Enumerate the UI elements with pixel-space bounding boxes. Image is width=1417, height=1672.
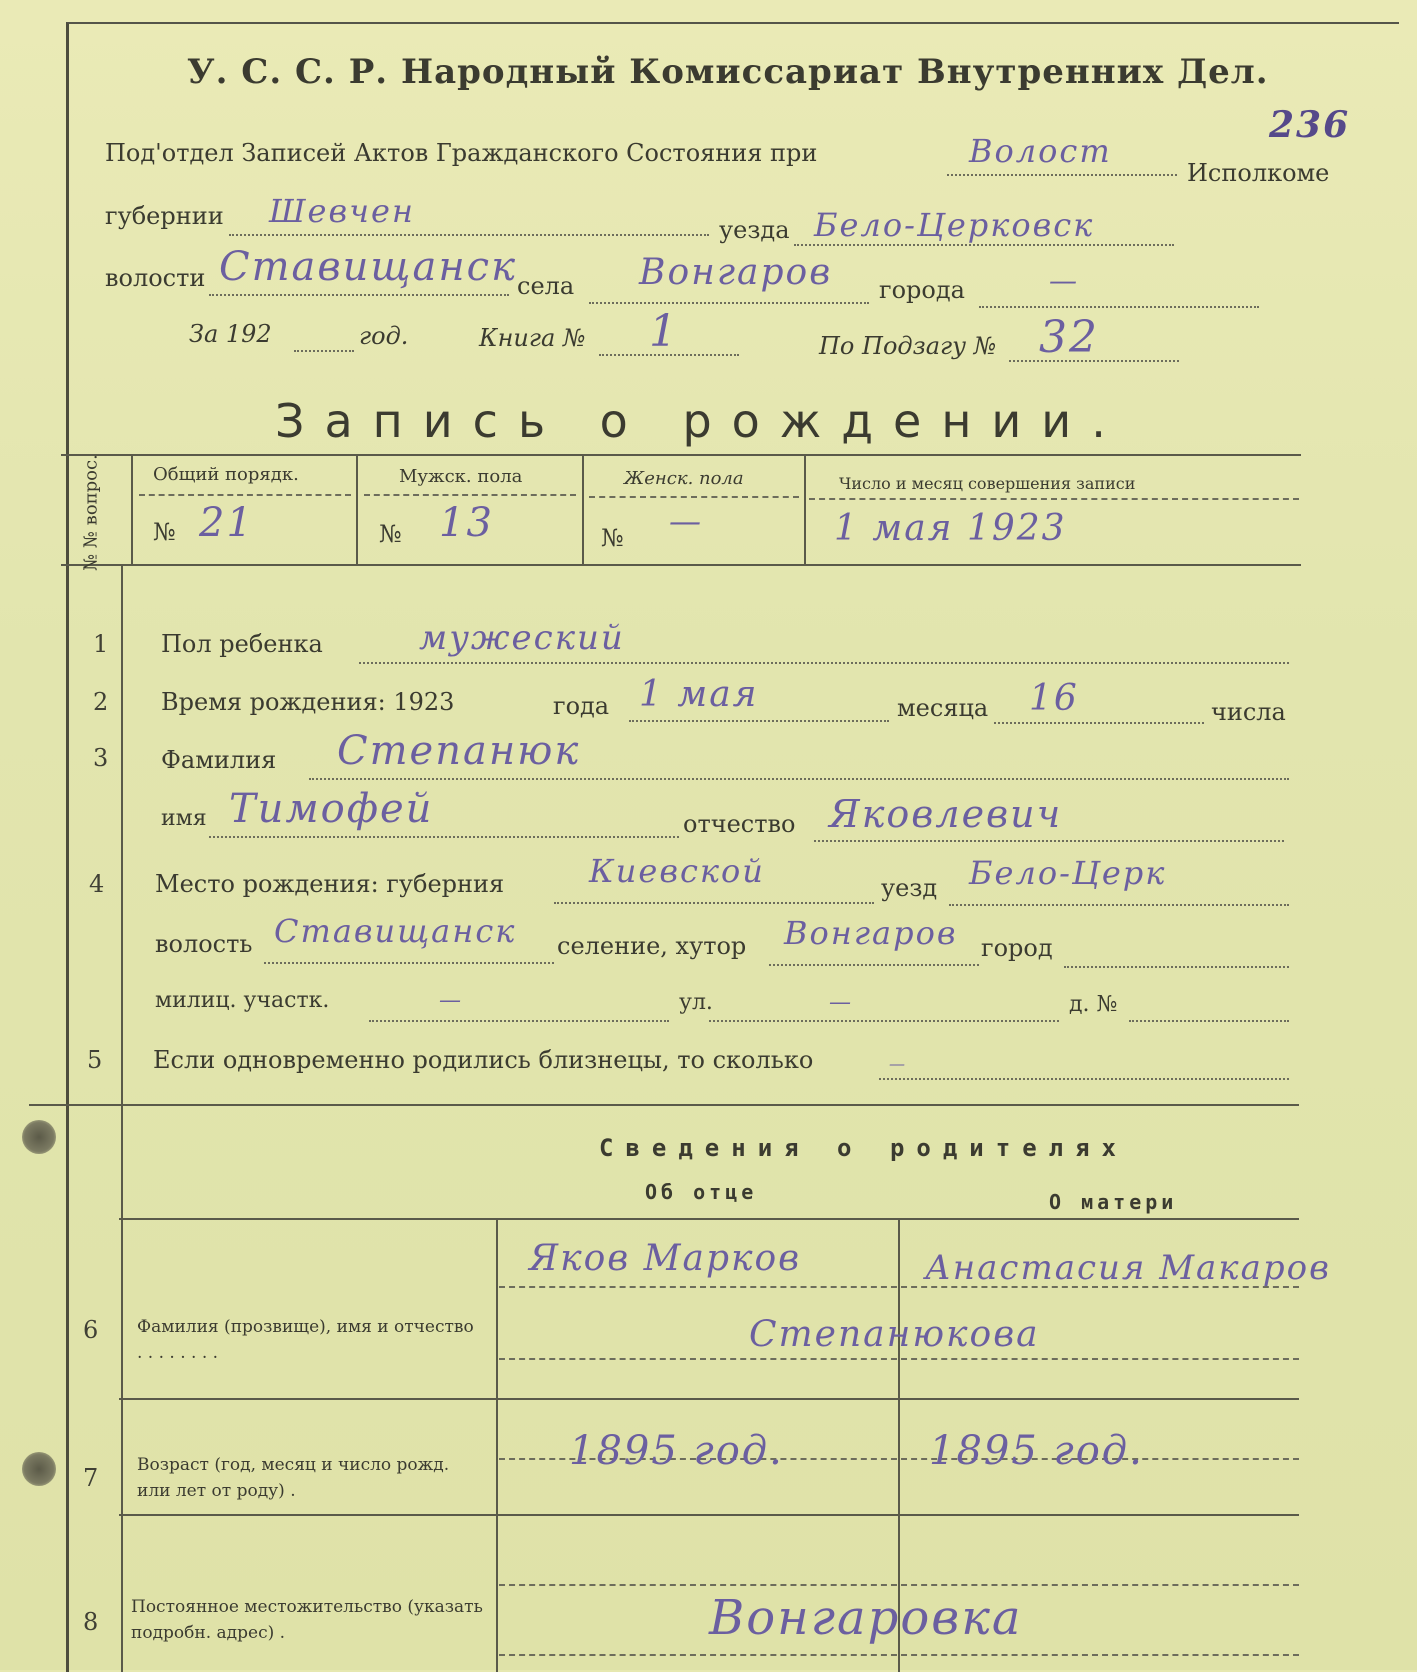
street-label: ул.: [679, 990, 713, 1015]
given-name-value: Тимофей: [229, 786, 434, 832]
question-number-header: № № вопрос.: [80, 454, 102, 571]
surname-value: Степанюк: [337, 728, 581, 774]
question-number-2: 2: [93, 688, 109, 716]
selo-label: села: [517, 272, 575, 300]
fio-label: Фамилия (прозвище), имя и отчество . . . . . . . .: [137, 1317, 474, 1363]
surname-label: Фамилия: [161, 746, 277, 774]
ispolkom-label: Исполкоме: [1187, 159, 1330, 187]
selo-value: Вонгаров: [639, 252, 833, 293]
col-female-value: —: [669, 502, 703, 540]
birth-month-value: 1 мая: [639, 674, 759, 715]
child-sex-label: Пол ребенка: [161, 630, 323, 658]
twins-value: —: [889, 1054, 907, 1073]
residence-value: Вонгаровка: [709, 1590, 1023, 1646]
uezd-value: Бело-Церковск: [814, 206, 1095, 244]
question-number-5: 5: [87, 1046, 103, 1074]
question-number-6: 6: [83, 1316, 99, 1344]
year-label: За 192: [189, 320, 272, 348]
question-number-7: 7: [83, 1464, 99, 1492]
col-date-header: Число и месяц совершения записи: [839, 474, 1136, 493]
col-male-value: 13: [439, 500, 494, 546]
question-number-1: 1: [93, 630, 109, 658]
podzag-label: По Подзагу №: [819, 332, 997, 360]
birth-day-label: числа: [1211, 698, 1286, 726]
question-number-4: 4: [89, 870, 105, 898]
birthplace-uezd-value: Бело-Церк: [969, 854, 1167, 892]
gubernia-label: губернии: [105, 202, 224, 230]
col-total-prefix: №: [153, 518, 176, 546]
birth-record-form: [66, 22, 1399, 1672]
birthplace-volost-label: волость: [155, 930, 253, 958]
militia-value: —: [439, 988, 463, 1013]
birthplace-volost-value: Ставищанск: [274, 912, 517, 950]
volost-value: Ставищанск: [219, 244, 517, 290]
subdept-value: Волост: [969, 132, 1112, 170]
father-header: Об отце: [645, 1180, 758, 1204]
book-label: Книга №: [479, 324, 586, 352]
birthplace-gubernia-value: Киевской: [589, 852, 765, 890]
patronymic-label: отчество: [683, 810, 796, 838]
given-name-label: имя: [161, 806, 207, 831]
birth-month-label: месяца: [897, 694, 989, 722]
mother-fio-value: Анастасия Макаров: [925, 1248, 1331, 1288]
col-date-value: 1 мая 1923: [834, 508, 1067, 549]
question-number-3: 3: [93, 744, 109, 772]
gorod-label: города: [879, 276, 965, 304]
patronymic-value: Яковлевич: [829, 792, 1063, 836]
birthplace-uezd-label: уезд: [881, 874, 938, 902]
col-male-header: Мужск. пола: [399, 466, 523, 487]
subdept-label: Под'отдел Записей Актов Гражданского Состояния при: [105, 139, 818, 167]
god-label: год.: [359, 322, 409, 350]
birthplace-gorod-label: город: [981, 934, 1053, 962]
gorod-value: —: [1049, 264, 1079, 297]
book-value: 1: [649, 306, 679, 357]
parents-title: Сведения о родителях: [599, 1134, 1128, 1162]
birthplace-selenie-value: Вонгаров: [784, 914, 958, 952]
form-title: У. С. С. Р. Народный Комиссариат Внутренних Дел.: [187, 52, 1269, 92]
father-age-value: 1895 год.: [569, 1428, 784, 1474]
militia-label: милиц. участк.: [155, 988, 330, 1013]
father-fio-value: Яков Марков: [529, 1238, 802, 1279]
house-label: д. №: [1069, 992, 1118, 1017]
col-female-prefix: №: [601, 524, 624, 552]
residence-label: Постоянное местожительство (указать подробн. адрес) .: [131, 1597, 483, 1643]
twins-label: Если одновременно родились близнецы, то сколько: [153, 1046, 814, 1074]
birthplace-selenie-label: селение, хутор: [557, 932, 747, 960]
corner-number: 236: [1269, 104, 1351, 146]
birth-day-value: 16: [1029, 678, 1079, 719]
col-female-header: Женск. пола: [624, 468, 744, 489]
question-number-8: 8: [83, 1608, 99, 1636]
record-title: Запись о рождении.: [275, 394, 1126, 448]
binding-hole-top: [22, 1120, 56, 1154]
podzag-value: 32: [1039, 312, 1099, 363]
col-male-prefix: №: [379, 520, 402, 548]
mother-fio-extra: Степанюкова: [749, 1314, 1040, 1355]
col-total-value: 21: [199, 500, 254, 546]
gubernia-value: Шевчен: [269, 192, 415, 230]
birthplace-label: Место рождения: губерния: [155, 870, 505, 898]
volost-label: волости: [105, 264, 206, 292]
binding-hole-bottom: [22, 1452, 56, 1486]
uezd-label: уезда: [719, 216, 790, 244]
col-total-header: Общий порядк.: [153, 464, 299, 485]
mother-header: О матери: [1049, 1190, 1178, 1214]
age-label: Возраст (год, месяц и число рожд. или лет от роду) .: [137, 1455, 450, 1501]
child-sex-value: мужеский: [419, 618, 625, 658]
street-value: —: [829, 990, 853, 1015]
birth-time-label: Время рождения: 1923: [161, 688, 455, 716]
birth-year-suffix: года: [553, 692, 610, 720]
mother-age-value: 1895 год.: [929, 1428, 1144, 1474]
